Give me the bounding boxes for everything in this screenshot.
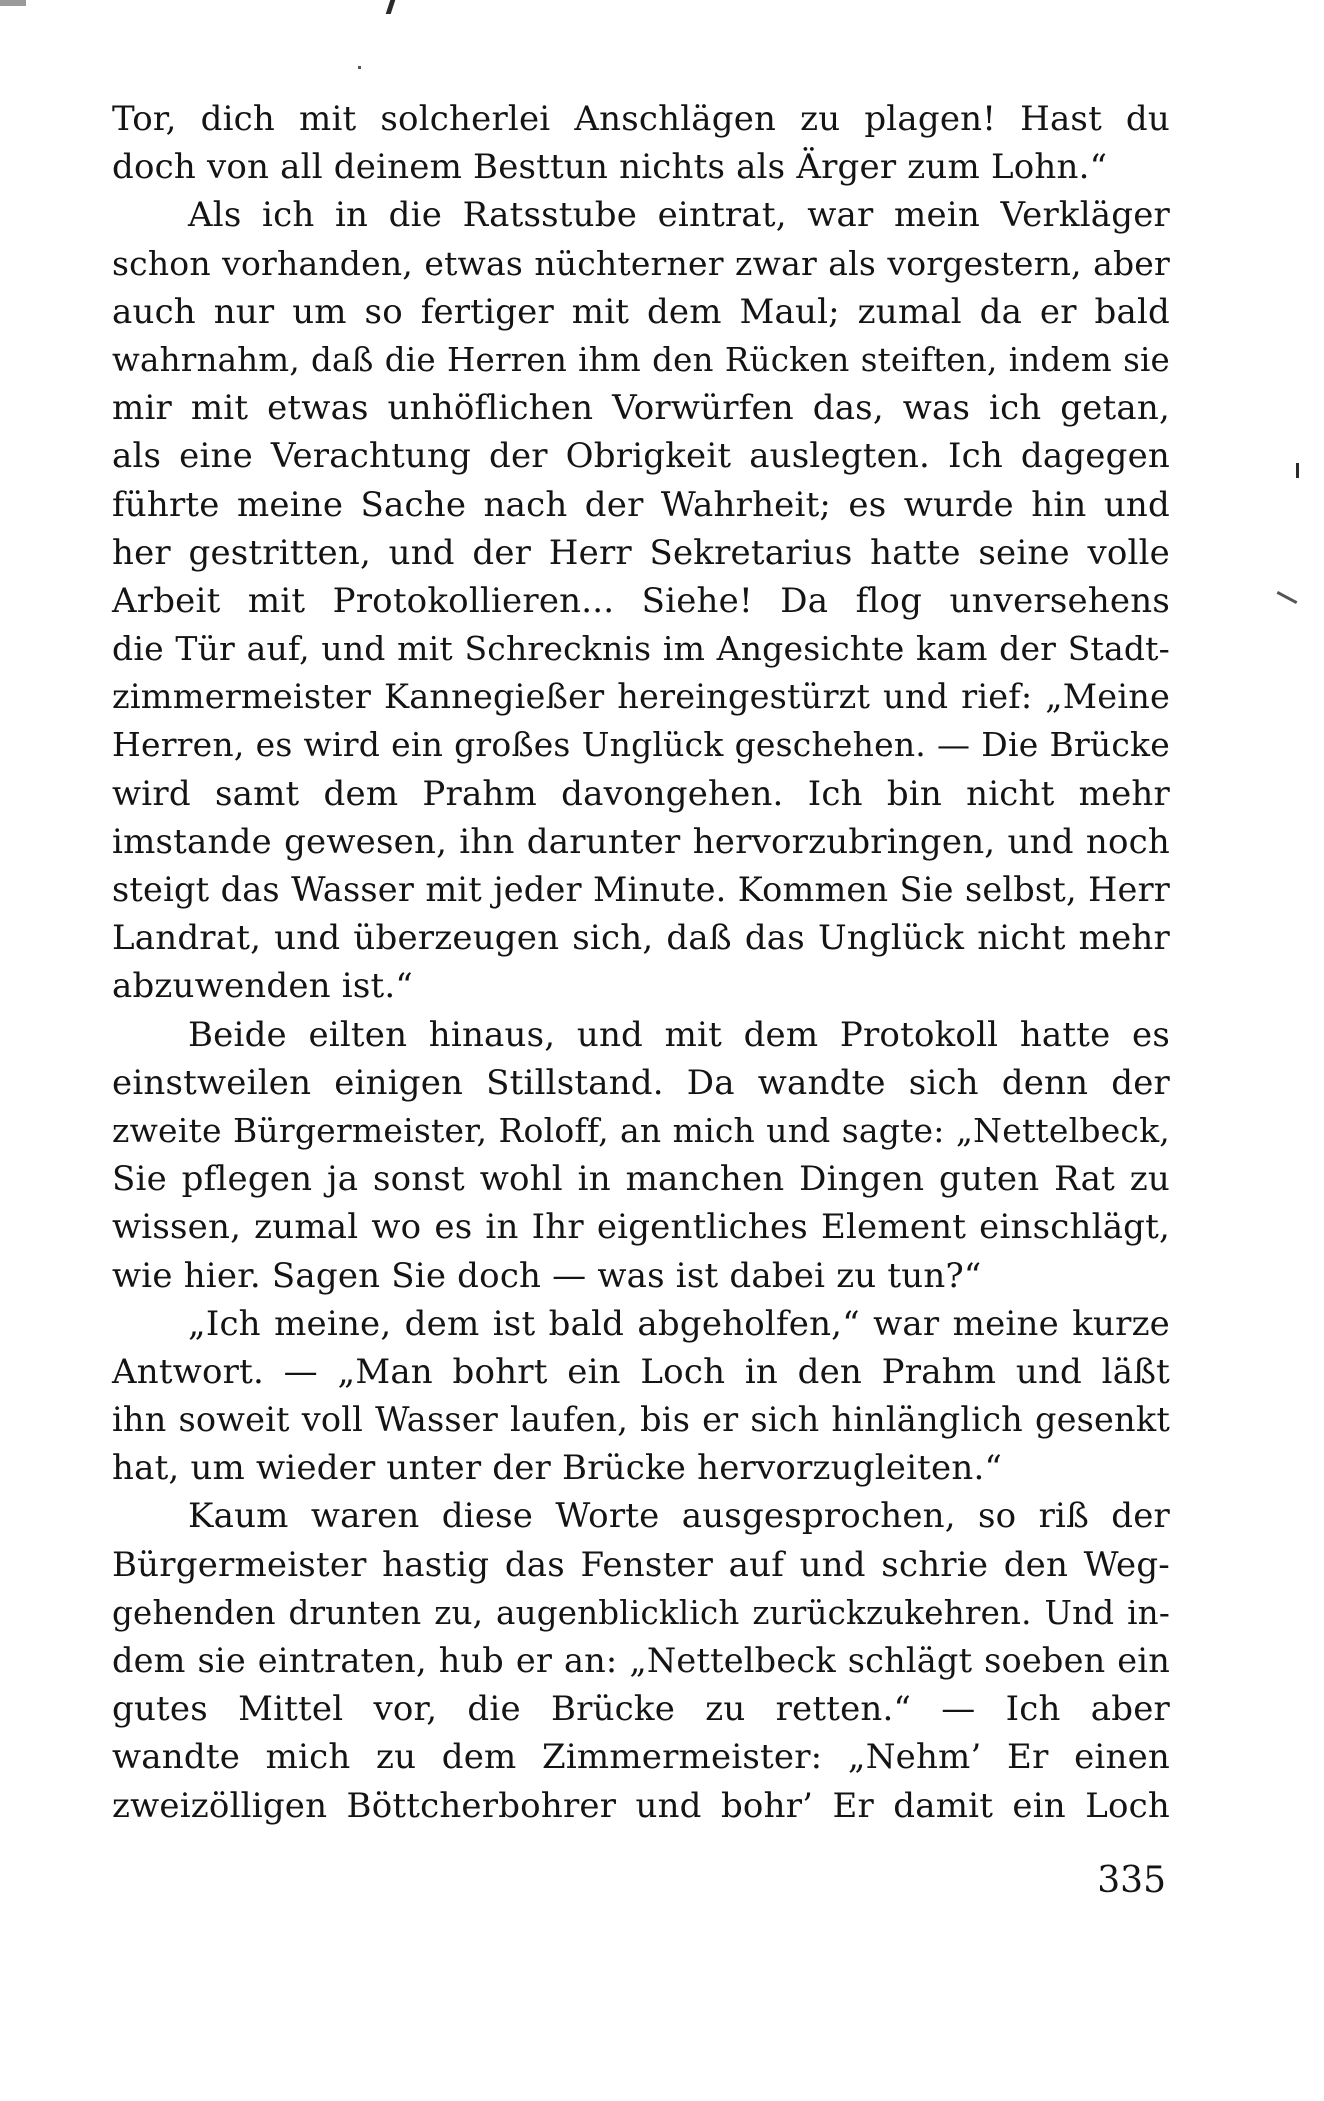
text-line: steigt das Wasser mit jeder Minute. Kommen Sie selbst, Herr	[112, 870, 1170, 909]
text-line: auch nur um so fertiger mit dem Maul; zumal da er bald	[112, 291, 1170, 332]
text-line: Beide eilten hinaus, und mit dem Protokoll hatte es	[188, 1014, 1170, 1055]
text-line: abzuwenden ist.“	[112, 966, 413, 1007]
text-line: ihn soweit voll Wasser laufen, bis er sich hinlänglich gesenkt	[112, 1400, 1170, 1440]
text-line: Kaum waren diese Worte ausgesprochen, so riß der	[188, 1496, 1170, 1537]
text-line: mir mit etwas unhöflichen Vorwürfen das, was ich getan,	[112, 388, 1170, 429]
text-line: zweite Bürgermeister, Roloff, an mich und sagte: „Nettelbeck,	[112, 1110, 1170, 1150]
scan-artifact	[358, 66, 361, 69]
text-line: gehenden drunten zu, augenblicklich zurückzukehren. Und in-	[112, 1593, 1170, 1632]
text-line: zweizölligen Böttcherbohrer und bohr’ Er damit ein Loch	[112, 1785, 1170, 1826]
text-line: imstande gewesen, ihn darunter hervorzubringen, und noch	[112, 821, 1170, 862]
text-line: Arbeit mit Protokollieren... Siehe! Da flog unversehens	[112, 580, 1170, 621]
text-line: wahrnahm, daß die Herren ihm den Rücken steiften, indem sie	[112, 340, 1170, 379]
text-line: als eine Verachtung der Obrigkeit auslegten. Ich dagegen	[112, 436, 1170, 477]
text-line: wird samt dem Prahm davongehen. Ich bin nicht mehr	[112, 773, 1170, 814]
scan-artifact	[386, 0, 396, 14]
text-line: Sie pflegen ja sonst wohl in manchen Dingen guten Rat zu	[112, 1159, 1170, 1200]
page-number: 335	[1097, 1860, 1166, 1901]
text-line: führte meine Sache nach der Wahrheit; es wurde hin und	[112, 484, 1170, 525]
text-line: schon vorhanden, etwas nüchterner zwar als vorgestern, aber	[112, 243, 1170, 283]
text-line: gutes Mittel vor, die Brücke zu retten.“ — Ich aber	[112, 1689, 1170, 1730]
text-line: wissen, zumal wo es in Ihr eigentliches Element einschlägt,	[112, 1207, 1170, 1248]
text-line: „Ich meine, dem ist bald abgeholfen,“ war meine kurze	[188, 1303, 1170, 1344]
text-line: zimmermeister Kannegießer hereingestürzt und rief: „Meine	[112, 677, 1170, 717]
text-line: einstweilen einigen Stillstand. Da wandte sich denn der	[112, 1062, 1170, 1103]
text-line: her gestritten, und der Herr Sekretarius hatte seine volle	[112, 532, 1170, 573]
text-line: wandte mich zu dem Zimmermeister: „Nehm’ Er einen	[112, 1737, 1170, 1778]
text-line: hat, um wieder unter der Brücke hervorzugleiten.“	[112, 1448, 1003, 1489]
text-line: Herren, es wird ein großes Unglück geschehen. — Die Brücke	[112, 725, 1170, 765]
text-line: wie hier. Sagen Sie doch — was ist dabei zu tun?“	[112, 1255, 982, 1296]
margin-mark	[1296, 463, 1299, 478]
text-line: Antwort. — „Man bohrt ein Loch in den Prahm und läßt	[112, 1351, 1170, 1392]
margin-mark	[1277, 591, 1298, 604]
text-line: dem sie eintraten, hub er an: „Nettelbeck schlägt soeben ein	[112, 1641, 1170, 1680]
text-line: die Tür auf, und mit Schrecknis im Angesichte kam der Stadt-	[112, 629, 1170, 669]
text-line: Tor, dich mit solcherlei Anschlägen zu plagen! Hast du	[112, 99, 1170, 139]
text-line: Bürgermeister hastig das Fenster auf und schrie den Weg-	[112, 1544, 1170, 1585]
scan-artifact	[0, 0, 26, 6]
text-line: Als ich in die Ratsstube eintrat, war mein Verkläger	[188, 195, 1170, 236]
text-line: Landrat, und überzeugen sich, daß das Unglück nicht mehr	[112, 918, 1170, 959]
text-line: doch von all deinem Besttun nichts als Ärger zum Lohn.“	[112, 147, 1108, 188]
body-text	[112, 95, 1170, 1830]
